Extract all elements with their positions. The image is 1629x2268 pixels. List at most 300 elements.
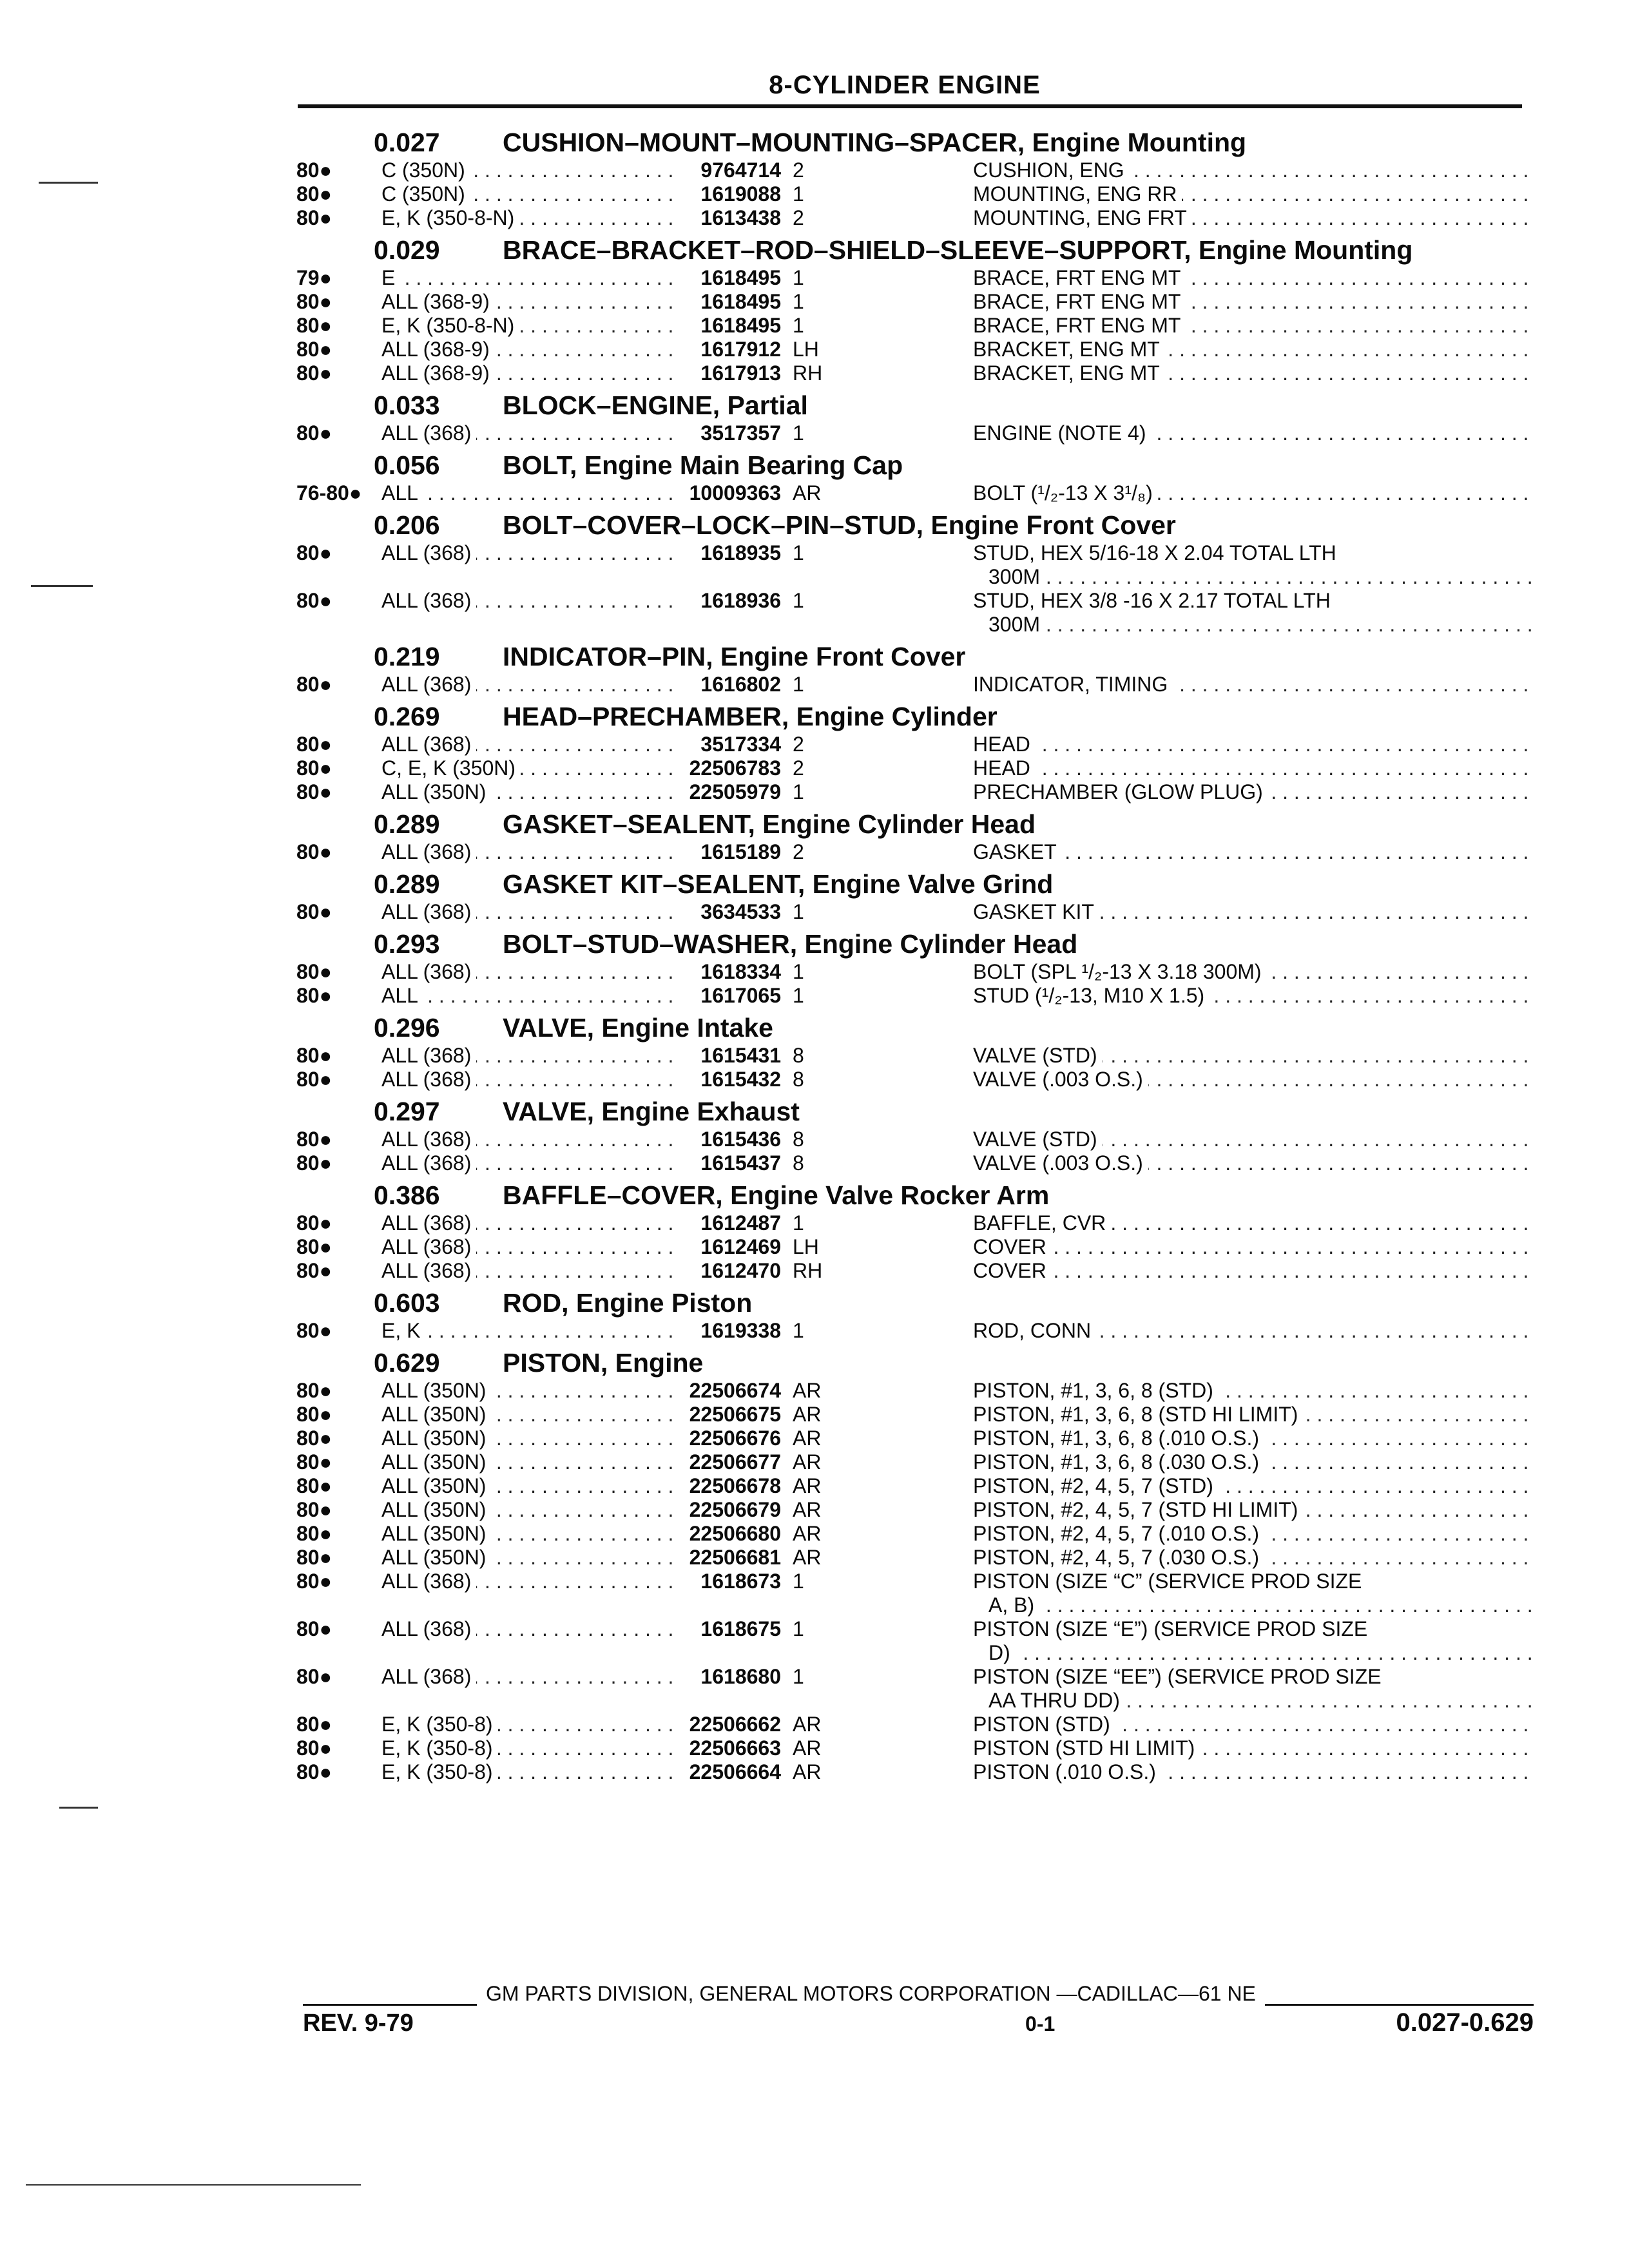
quantity: 1 (793, 1665, 804, 1688)
part-row (296, 1570, 1534, 1617)
section-title: BOLT–STUD–WASHER, Engine Cylinder Head (503, 929, 1078, 959)
section-title: BLOCK–ENGINE, Partial (503, 390, 808, 420)
model-text: ALL (350N) (381, 1546, 491, 1569)
model-text: ALL (368) (381, 1235, 476, 1258)
model-year: 80● (296, 1044, 332, 1067)
part-number: 22506681 (689, 1546, 781, 1569)
quantity: 1 (793, 589, 804, 612)
part-description (973, 1474, 1534, 1498)
description-line: PISTON (SIZE “EE”) (SERVICE PROD SIZE (973, 1665, 1382, 1688)
catalog-section (296, 924, 1534, 1008)
part-row (296, 421, 1534, 445)
part-row (296, 1617, 1534, 1665)
margin-mark (26, 2184, 361, 2186)
model-text: ALL (368) (381, 673, 476, 696)
part-number: 3634533 (700, 900, 781, 923)
model-applicability (381, 361, 678, 385)
part-number: 1618334 (700, 960, 781, 983)
model-applicability (381, 1546, 678, 1570)
model-applicability (381, 1128, 678, 1151)
section-number: 0.027 (374, 128, 440, 157)
section-title: BRACE–BRACKET–ROD–SHIELD–SLEEVE–SUPPORT, Engine Mounting (503, 235, 1413, 265)
part-number: 22505979 (689, 780, 781, 803)
description-text: MOUNTING, ENG RR (973, 182, 1182, 206)
model-applicability (381, 589, 678, 613)
model-applicability (381, 1474, 678, 1498)
description-continuation (973, 1593, 1534, 1617)
model-year: 80● (296, 1546, 332, 1569)
model-text: E, K (381, 1319, 425, 1342)
part-number: 1612469 (700, 1235, 781, 1258)
part-row (296, 589, 1534, 637)
model-text: ALL (368) (381, 541, 476, 564)
model-applicability (381, 159, 678, 182)
description-text: PISTON, #1, 3, 6, 8 (STD HI LIMIT) (973, 1403, 1303, 1426)
section-title: GASKET KIT–SEALENT, Engine Valve Grind (503, 869, 1054, 899)
part-description (973, 960, 1534, 984)
model-text: ALL (350N) (381, 1474, 491, 1497)
part-row (296, 960, 1534, 984)
model-applicability (381, 900, 678, 924)
part-number: 1618495 (700, 266, 781, 289)
part-row (296, 840, 1534, 864)
quantity: LH (793, 338, 819, 361)
model-applicability (381, 1427, 678, 1450)
part-number: 1612470 (700, 1259, 781, 1282)
model-text: E, K (350-8) (381, 1713, 498, 1736)
model-applicability (381, 1403, 678, 1427)
model-applicability (381, 1617, 678, 1641)
quantity: RH (793, 361, 823, 385)
section-number: 0.269 (374, 702, 440, 731)
part-row (296, 1044, 1534, 1068)
section-heading (296, 1283, 1534, 1319)
section-heading (296, 924, 1534, 960)
model-text: ALL (368-9) (381, 338, 495, 361)
model-applicability (381, 1570, 678, 1593)
description-text: VALVE (STD) (973, 1128, 1103, 1151)
part-description (973, 1736, 1534, 1760)
model-text: E, K (350-8-N) (381, 206, 519, 229)
description-text: BAFFLE, CVR (973, 1211, 1111, 1235)
margin-mark (31, 585, 93, 587)
description-text: GASKET (973, 840, 1062, 863)
model-text: E (381, 266, 400, 289)
part-row (296, 1235, 1534, 1259)
part-row (296, 900, 1534, 924)
model-applicability (381, 1151, 678, 1175)
model-year: 79● (296, 266, 332, 289)
description-text: BRACKET, ENG MT (973, 338, 1165, 361)
description-text: CUSHION, ENG (973, 159, 1130, 182)
part-number: 1619338 (700, 1319, 781, 1342)
part-row (296, 984, 1534, 1008)
header-rule (298, 104, 1522, 108)
part-description (973, 589, 1534, 637)
catalog-section (296, 864, 1534, 924)
quantity: 1 (793, 421, 804, 445)
section-heading (296, 864, 1534, 900)
model-text: E, K (350-8-N) (381, 314, 519, 337)
quantity: 1 (793, 314, 804, 337)
model-year: 80● (296, 756, 332, 780)
description-text: 300M (988, 613, 1045, 636)
quantity: 1 (793, 290, 804, 313)
model-text: ALL (368) (381, 421, 476, 445)
description-text: ROD, CONN (973, 1319, 1096, 1342)
catalog-section (296, 1283, 1534, 1343)
description-text: ENGINE (NOTE 4) (973, 421, 1151, 445)
part-description (973, 1570, 1534, 1617)
quantity: 2 (793, 733, 804, 756)
part-description (973, 900, 1534, 924)
quantity: 1 (793, 1319, 804, 1342)
model-text: ALL (368) (381, 1665, 476, 1688)
description-text: PISTON (STD) (973, 1713, 1115, 1736)
section-heading (296, 804, 1534, 840)
catalog-section (296, 385, 1534, 445)
quantity: 2 (793, 159, 804, 182)
part-row (296, 1259, 1534, 1283)
part-description (973, 984, 1534, 1008)
part-description (973, 1151, 1534, 1175)
description-text: VALVE (.003 O.S.) (973, 1068, 1148, 1091)
part-number: 1617913 (700, 361, 781, 385)
part-description (973, 1259, 1534, 1283)
part-number: 22506677 (689, 1450, 781, 1474)
model-text: E, K (350-8) (381, 1736, 498, 1760)
part-row (296, 481, 1534, 505)
part-number: 1616802 (700, 673, 781, 696)
model-applicability (381, 733, 678, 756)
description-text: AA THRU DD) (988, 1689, 1125, 1712)
catalog-section (296, 445, 1534, 505)
part-number: 22506662 (689, 1713, 781, 1736)
model-applicability (381, 266, 678, 290)
model-text: ALL (350N) (381, 1522, 491, 1545)
part-number: 22506674 (689, 1379, 781, 1402)
section-number: 0.289 (374, 809, 440, 839)
section-heading (296, 697, 1534, 733)
description-line: STUD, HEX 3/8 -16 X 2.17 TOTAL LTH (973, 589, 1331, 612)
model-applicability (381, 1068, 678, 1091)
model-year: 80● (296, 1403, 332, 1426)
model-applicability (381, 1211, 678, 1235)
description-text: BRACE, FRT ENG MT (973, 290, 1186, 313)
model-year: 80● (296, 1713, 332, 1736)
part-description (973, 1235, 1534, 1259)
margin-mark (39, 182, 98, 184)
quantity: 1 (793, 182, 804, 206)
section-title: VALVE, Engine Exhaust (503, 1097, 800, 1126)
description-continuation (973, 565, 1534, 589)
part-number: 1615432 (700, 1068, 781, 1091)
section-number: 0.386 (374, 1180, 440, 1210)
part-description (973, 780, 1534, 804)
part-number: 1615189 (700, 840, 781, 863)
model-text: ALL (350N) (381, 1450, 491, 1474)
quantity: 1 (793, 1617, 804, 1640)
model-applicability (381, 1713, 678, 1736)
model-applicability (381, 1235, 678, 1259)
model-text: ALL (368) (381, 1151, 476, 1175)
section-title: BOLT, Engine Main Bearing Cap (503, 450, 903, 480)
part-number: 1617912 (700, 338, 781, 361)
part-row (296, 159, 1534, 182)
part-row (296, 541, 1534, 589)
model-year: 80● (296, 984, 332, 1007)
part-description (973, 338, 1534, 361)
part-number: 1615436 (700, 1128, 781, 1151)
section-number: 0.033 (374, 390, 440, 420)
part-row (296, 206, 1534, 230)
model-text: ALL (368-9) (381, 361, 495, 385)
quantity: 2 (793, 756, 804, 780)
quantity: AR (793, 1450, 822, 1474)
model-year: 80● (296, 1128, 332, 1151)
section-range: 0.027-0.629 (1396, 2008, 1534, 2037)
part-description (973, 361, 1534, 385)
model-text: ALL (350N) (381, 1498, 491, 1521)
part-row (296, 314, 1534, 338)
quantity: RH (793, 1259, 823, 1282)
section-number: 0.297 (374, 1097, 440, 1126)
section-heading (296, 230, 1534, 266)
quantity: AR (793, 1522, 822, 1545)
part-number: 1618680 (700, 1665, 781, 1688)
part-row (296, 1068, 1534, 1091)
model-applicability (381, 1379, 678, 1403)
part-number: 22506675 (689, 1403, 781, 1426)
quantity: 8 (793, 1068, 804, 1091)
part-number: 22506664 (689, 1760, 781, 1783)
catalog-section (296, 1008, 1534, 1091)
model-year: 80● (296, 1474, 332, 1497)
description-text: D) (988, 1641, 1016, 1664)
description-text: BRACKET, ENG MT (973, 361, 1165, 385)
model-year: 80● (296, 960, 332, 983)
description-text: PISTON (.010 O.S.) (973, 1760, 1161, 1783)
part-description (973, 1044, 1534, 1068)
section-heading (296, 637, 1534, 673)
model-year: 80● (296, 1319, 332, 1342)
page-title: 8-CYLINDER ENGINE (769, 71, 1041, 99)
model-applicability (381, 756, 678, 780)
part-row (296, 290, 1534, 314)
model-year: 80● (296, 1068, 332, 1091)
part-description (973, 673, 1534, 697)
quantity: 1 (793, 960, 804, 983)
section-number: 0.206 (374, 510, 440, 540)
section-heading (296, 1175, 1534, 1211)
model-text: ALL (368) (381, 1570, 476, 1593)
quantity: 8 (793, 1044, 804, 1067)
model-year: 80● (296, 290, 332, 313)
model-year: 76-80● (296, 481, 362, 505)
model-text: ALL (381, 481, 423, 505)
part-row (296, 1128, 1534, 1151)
catalog-section (296, 697, 1534, 804)
model-year: 80● (296, 1760, 332, 1783)
part-description (973, 290, 1534, 314)
part-description (973, 421, 1534, 445)
model-year: 80● (296, 314, 332, 337)
catalog-section (296, 804, 1534, 864)
description-text: COVER (973, 1259, 1052, 1282)
model-text: ALL (381, 984, 423, 1007)
model-text: C (350N) (381, 159, 470, 182)
section-title: HEAD–PRECHAMBER, Engine Cylinder (503, 702, 998, 731)
section-heading (296, 385, 1534, 421)
part-description (973, 1713, 1534, 1736)
description-line: STUD, HEX 5/16-18 X 2.04 TOTAL LTH (973, 541, 1336, 564)
part-number: 1618675 (700, 1617, 781, 1640)
model-applicability (381, 1319, 678, 1343)
description-text: PISTON, #2, 4, 5, 7 (.030 O.S.) (973, 1546, 1264, 1569)
part-row (296, 1211, 1534, 1235)
footer-publisher: GM PARTS DIVISION, GENERAL MOTORS CORPORATION —CADILLAC—61 NE (486, 1982, 1256, 2005)
part-description (973, 1665, 1534, 1713)
model-applicability (381, 182, 678, 206)
description-continuation (973, 613, 1534, 637)
model-text: ALL (368) (381, 840, 476, 863)
model-year: 80● (296, 1211, 332, 1235)
part-number: 1618673 (700, 1570, 781, 1593)
part-description (973, 733, 1534, 756)
part-description (973, 541, 1534, 589)
catalog-section (296, 505, 1534, 637)
description-text: PISTON, #2, 4, 5, 7 (STD) (973, 1474, 1219, 1497)
model-applicability (381, 1259, 678, 1283)
description-text: VALVE (.003 O.S.) (973, 1151, 1148, 1175)
part-number: 22506783 (689, 756, 781, 780)
quantity: AR (793, 1546, 822, 1569)
model-applicability (381, 1450, 678, 1474)
part-number: 1613438 (700, 206, 781, 229)
model-year: 80● (296, 1379, 332, 1402)
part-row (296, 1498, 1534, 1522)
margin-mark (59, 1807, 98, 1809)
part-number: 1615437 (700, 1151, 781, 1175)
description-text: INDICATOR, TIMING (973, 673, 1173, 696)
part-description (973, 1498, 1534, 1522)
model-year: 80● (296, 673, 332, 696)
section-heading (296, 1343, 1534, 1379)
model-year: 80● (296, 421, 332, 445)
model-applicability (381, 840, 678, 864)
description-line: PISTON (SIZE “C” (SERVICE PROD SIZE (973, 1570, 1362, 1593)
model-year: 80● (296, 900, 332, 923)
description-text: GASKET KIT (973, 900, 1099, 923)
model-year: 80● (296, 1570, 332, 1593)
part-number: 1617065 (700, 984, 781, 1007)
model-year: 80● (296, 1259, 332, 1282)
section-title: ROD, Engine Piston (503, 1288, 753, 1318)
model-year: 80● (296, 541, 332, 564)
model-year: 80● (296, 840, 332, 863)
quantity: 1 (793, 900, 804, 923)
footer-rule-left (303, 2004, 477, 2006)
description-text: BRACE, FRT ENG MT (973, 314, 1186, 337)
section-heading (296, 122, 1534, 159)
catalog-section (296, 1343, 1534, 1784)
part-description (973, 1522, 1534, 1546)
quantity: 1 (793, 1570, 804, 1593)
description-text: 300M (988, 565, 1045, 588)
part-number: 22506663 (689, 1736, 781, 1760)
section-number: 0.629 (374, 1348, 440, 1378)
catalog-section (296, 637, 1534, 697)
part-row (296, 1379, 1534, 1403)
model-year: 80● (296, 361, 332, 385)
catalog-section (296, 1175, 1534, 1283)
description-text: PISTON, #2, 4, 5, 7 (.010 O.S.) (973, 1522, 1264, 1545)
part-number: 1618495 (700, 290, 781, 313)
part-number: 1619088 (700, 182, 781, 206)
part-row (296, 1546, 1534, 1570)
model-year: 80● (296, 1151, 332, 1175)
quantity: AR (793, 1403, 822, 1426)
part-row (296, 1665, 1534, 1713)
section-title: PISTON, Engine (503, 1348, 704, 1378)
quantity: 1 (793, 984, 804, 1007)
model-year: 80● (296, 589, 332, 612)
part-row (296, 673, 1534, 697)
part-row (296, 182, 1534, 206)
part-number: 3517357 (700, 421, 781, 445)
section-number: 0.029 (374, 235, 440, 265)
model-applicability (381, 1044, 678, 1068)
section-title: BAFFLE–COVER, Engine Valve Rocker Arm (503, 1180, 1050, 1210)
part-description (973, 1068, 1534, 1091)
part-number: 22506679 (689, 1498, 781, 1521)
catalog-section (296, 230, 1534, 385)
model-text: ALL (368) (381, 960, 476, 983)
footer-rule-right (1265, 2004, 1534, 2006)
part-description (973, 1450, 1534, 1474)
model-text: C (350N) (381, 182, 470, 206)
model-text: ALL (350N) (381, 1379, 491, 1402)
section-title: INDICATOR–PIN, Engine Front Cover (503, 642, 966, 671)
quantity: 1 (793, 1211, 804, 1235)
part-description (973, 266, 1534, 290)
quantity: 2 (793, 206, 804, 229)
part-number: 9764714 (700, 159, 781, 182)
quantity: AR (793, 1474, 822, 1497)
model-year: 80● (296, 182, 332, 206)
part-description (973, 1319, 1534, 1343)
model-year: 80● (296, 1665, 332, 1688)
quantity: 1 (793, 266, 804, 289)
part-number: 1618935 (700, 541, 781, 564)
part-description (973, 206, 1534, 230)
section-number: 0.219 (374, 642, 440, 671)
part-row (296, 1151, 1534, 1175)
model-year: 80● (296, 1427, 332, 1450)
part-description (973, 1403, 1534, 1427)
description-text: PISTON, #2, 4, 5, 7 (STD HI LIMIT) (973, 1498, 1303, 1521)
description-line: PISTON (SIZE “E”) (SERVICE PROD SIZE (973, 1617, 1368, 1640)
model-applicability (381, 421, 678, 445)
model-text: ALL (368) (381, 1259, 476, 1282)
part-row (296, 1450, 1534, 1474)
model-text: ALL (350N) (381, 1403, 491, 1426)
page-number: 0-1 (1025, 2012, 1055, 2035)
quantity: AR (793, 1736, 822, 1760)
section-heading (296, 445, 1534, 481)
part-row (296, 338, 1534, 361)
section-heading (296, 1008, 1534, 1044)
